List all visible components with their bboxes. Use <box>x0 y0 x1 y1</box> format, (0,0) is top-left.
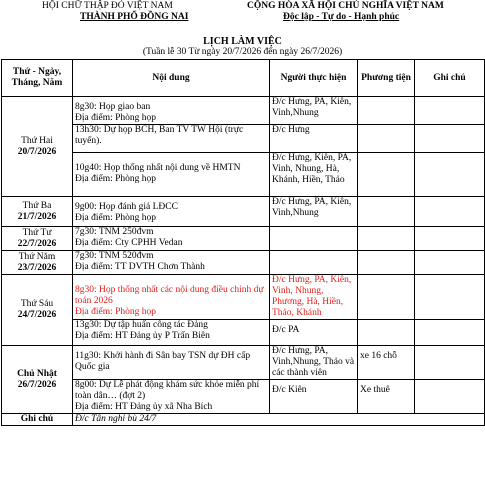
means-cell <box>358 153 415 197</box>
content-cell-highlight: 8g30: Họp thống nhất các nội dung điều chỉnh dự toán 2026 Địa điểm: Phòng họp <box>73 275 270 320</box>
means-cell: Xe thuê <box>358 380 415 414</box>
week-subtitle: (Tuần lễ 30 Từ ngày 20/7/2026 đến ngày 26/7/2026) <box>142 47 343 57</box>
note-cell <box>415 227 485 251</box>
content-cell: 7g30: TNM 520đvm Địa điểm: TT DVTH Chơn Thành <box>73 251 270 275</box>
content-cell: 8g30: Họp giao ban Địa điểm: Phòng họp <box>73 97 270 125</box>
note-cell <box>415 197 485 227</box>
footer-row <box>2 414 485 426</box>
note-cell <box>415 320 485 346</box>
person-cell-highlight: Đ/c Hưng, PA, Kiên, Vinh, Nhung, Phương, Hà, Hiền, Thảo, Khánh <box>270 275 358 320</box>
content-cell: 13h30: Dự họp BCH, Ban TV TW Hội (trực tuyến). <box>73 125 270 153</box>
col-header-day: Thứ - Ngày, Tháng, Năm <box>2 60 73 97</box>
col-header-content: Nội dung <box>73 60 270 97</box>
day-cell-tuesday: Thứ Ba 21/7/2026 <box>2 197 73 227</box>
org-city: THÀNH PHỐ ĐỒNG NAI <box>80 12 189 22</box>
content-cell: 10g40: Họp thống nhất nội dung về HMTN Địa điểm: Phòng họp <box>73 153 270 197</box>
national-motto: Độc lập - Tự do - Hạnh phúc <box>283 12 400 22</box>
note-cell <box>415 251 485 275</box>
means-cell <box>358 125 415 153</box>
content-cell: 11g30: Khởi hành đi Sân bay TSN dự ĐH cấp Quốc gia <box>73 346 270 380</box>
table-row <box>2 97 485 125</box>
person-cell: Đ/c Hưng, PA, Vinh,Nhung, Thảo và các thành viên <box>270 346 358 380</box>
table-header-row <box>2 60 485 97</box>
day-cell-wednesday: Thứ Tư 22/7/2026 <box>2 227 73 251</box>
footer-note: Đ/c Tân nghỉ bù 24/7 <box>73 414 485 426</box>
table-row <box>2 251 485 275</box>
document-header <box>0 0 485 58</box>
col-header-means: Phương tiện <box>358 60 415 97</box>
table-row <box>2 380 485 414</box>
person-cell: Đ/c Kiên <box>270 380 358 414</box>
person-cell: Đ/c Hưng <box>270 125 358 153</box>
person-cell: Đ/c Hưng, PA, Kiên, Vinh,Nhung <box>270 197 358 227</box>
means-cell <box>358 227 415 251</box>
day-cell-thursday: Thứ Năm 23/7/2026 <box>2 251 73 275</box>
content-cell: 8g00: Dự Lễ phát động khám sức khỏe miễn phí toàn dân… (đợt 2) Địa điểm: HT Đảng ủy xã Nha Bích <box>73 380 270 414</box>
person-cell <box>270 227 358 251</box>
table-row <box>2 153 485 197</box>
content-cell: 13g30: Dự tập huấn công tác Đảng Địa điểm: HT Đảng ủy P Trấn Biên <box>73 320 270 346</box>
note-cell <box>415 153 485 197</box>
table-row <box>2 125 485 153</box>
person-cell: Đ/c Hưng, PA, Kiên, Vinh,Nhung <box>270 97 358 125</box>
means-cell <box>358 97 415 125</box>
means-cell: xe 16 chỗ <box>358 346 415 380</box>
table-row <box>2 320 485 346</box>
means-cell <box>358 251 415 275</box>
note-cell <box>415 97 485 125</box>
schedule-table <box>1 59 485 426</box>
content-cell: 9g00: Họp đánh giá LĐCC Địa điểm: Phòng họp <box>73 197 270 227</box>
col-header-person: Người thực hiện <box>270 60 358 97</box>
person-cell: Đ/c Hưng, Kiên, PA, Vinh, Nhung, Hà, Khánh, Hiền, Thảo <box>270 153 358 197</box>
note-cell <box>415 346 485 380</box>
note-cell <box>415 125 485 153</box>
person-cell <box>270 251 358 275</box>
national-title: CỘNG HÒA XÃ HỘI CHỦ NGHĨA VIỆT NAM <box>247 1 444 11</box>
org-name: HỘI CHỮ THẬP ĐỎ VIỆT NAM <box>42 1 173 11</box>
footer-label: Ghi chú <box>2 414 73 426</box>
table-row <box>2 227 485 251</box>
day-cell-sunday: Chủ Nhật 26/7/2026 <box>2 346 73 414</box>
means-cell <box>358 320 415 346</box>
means-cell <box>358 275 415 320</box>
content-cell: 7g30: TNM 250đvm Địa điểm: Cty CPHH Vedan <box>73 227 270 251</box>
table-row <box>2 346 485 380</box>
note-cell <box>415 275 485 320</box>
page-title: LỊCH LÀM VIỆC <box>203 36 282 47</box>
means-cell <box>358 197 415 227</box>
day-cell-friday: Thứ Sáu 24/7/2026 <box>2 275 73 346</box>
person-cell: Đ/c PA <box>270 320 358 346</box>
table-row <box>2 275 485 320</box>
table-row <box>2 197 485 227</box>
note-cell <box>415 380 485 414</box>
col-header-note: Ghi chú <box>415 60 485 97</box>
day-cell-monday: Thứ Hai 20/7/2026 <box>2 97 73 197</box>
